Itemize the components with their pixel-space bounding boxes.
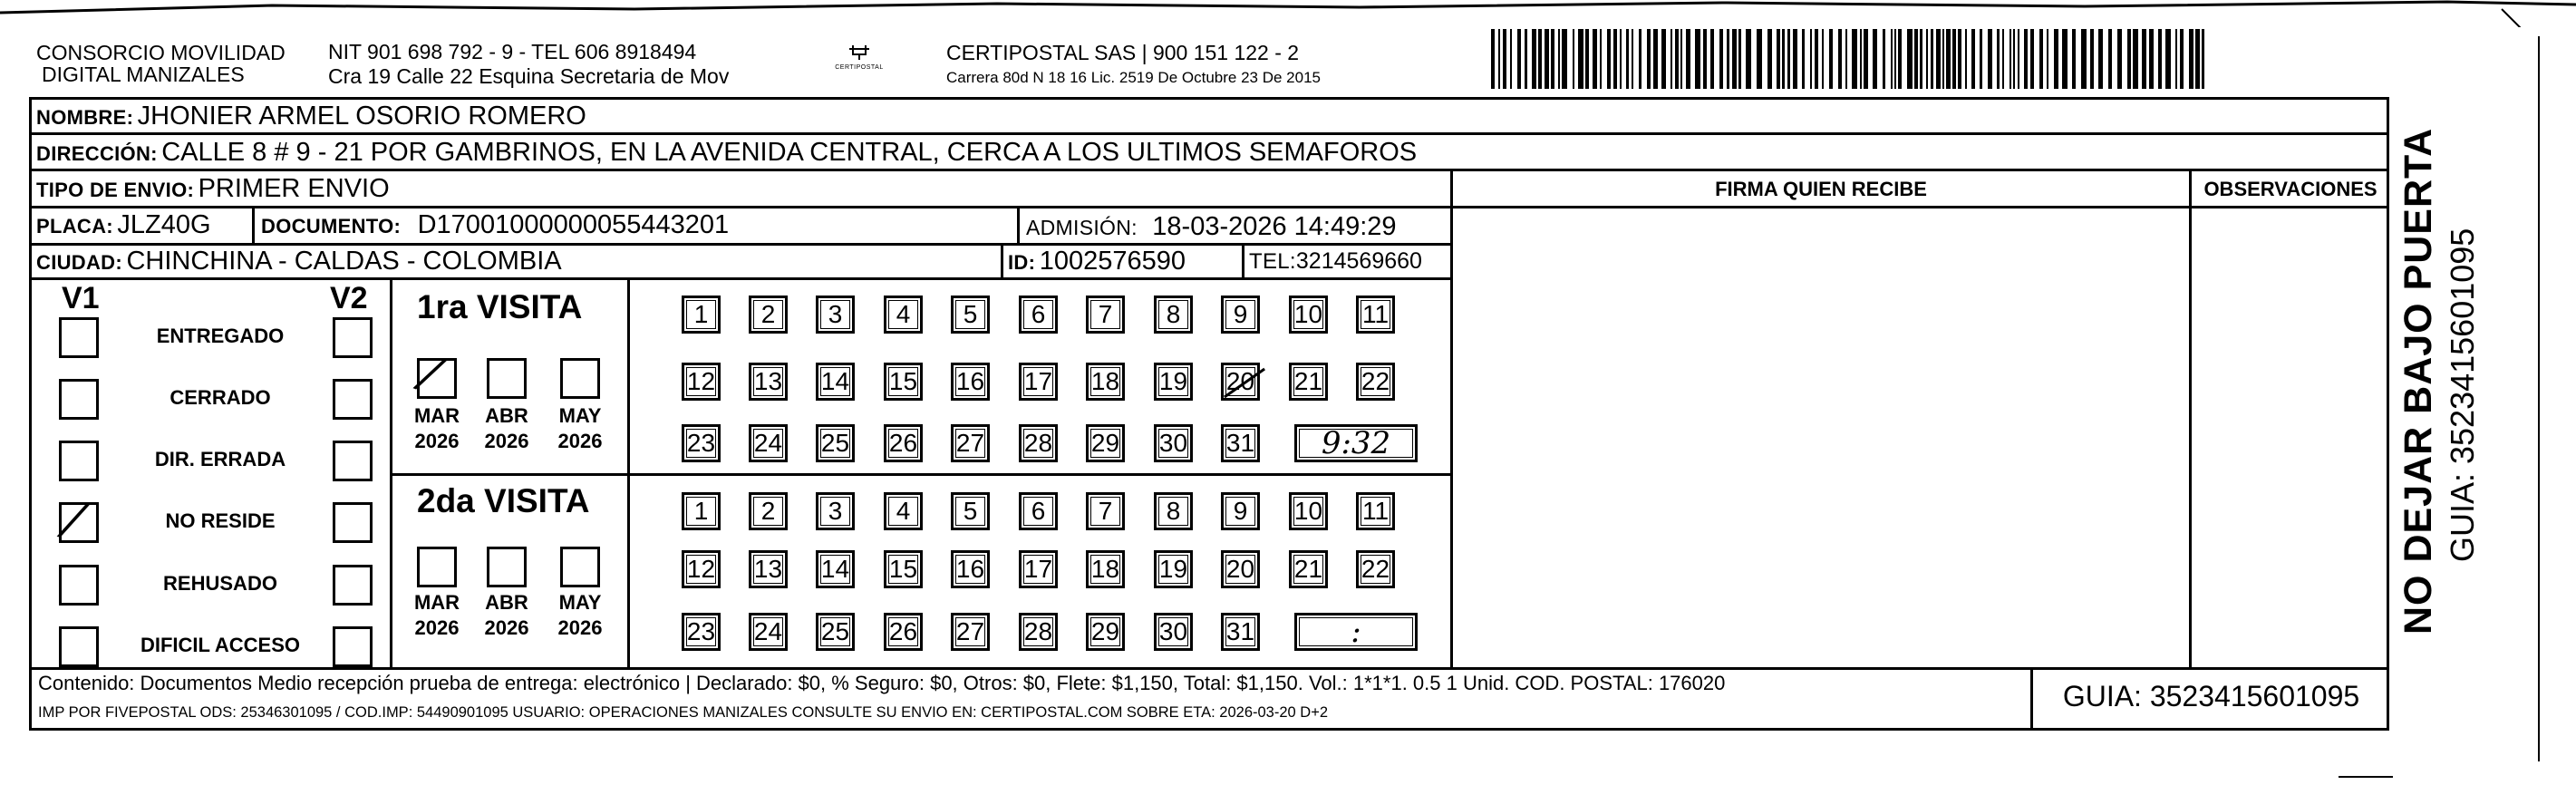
day-box[interactable]: 11 (1356, 296, 1395, 334)
barcode-bar (1626, 29, 1629, 89)
direccion-row (36, 138, 1417, 168)
barcode-bar (1777, 29, 1780, 89)
barcode-bar (1845, 29, 1847, 89)
barcode-bar (2180, 29, 2184, 89)
second-visit-title: 2da VISITA (417, 482, 590, 519)
barcode-bar (1680, 29, 1682, 89)
company-line-1: CONSORCIO MOVILIDAD (36, 41, 286, 64)
barcode-bar (1498, 29, 1500, 89)
barcode-bar (1815, 29, 1818, 89)
v2-checkbox[interactable] (333, 441, 373, 481)
barcode-bar (1710, 29, 1714, 89)
nombre-label: NOMBRE: (36, 106, 134, 129)
barcode-bar (1894, 29, 1896, 89)
barcode-bar (1573, 29, 1574, 89)
bottom-edge-line (2339, 776, 2393, 778)
v1-checkbox[interactable] (59, 317, 99, 358)
address-line: Cra 19 Calle 22 Esquina Secretaria de Mov (328, 64, 730, 88)
day-box[interactable]: 31 (1221, 424, 1260, 462)
day-box[interactable]: 25 (816, 613, 855, 651)
barcode-bar (1936, 29, 1941, 89)
id-cell (1008, 247, 1186, 276)
day-box[interactable]: 8 (1154, 492, 1193, 530)
documento-value: D17001000000055443201 (417, 210, 730, 239)
direccion-value: CALLE 8 # 9 - 21 POR GAMBRINOS, EN LA AVENIDA CENTRAL, CERCA A LOS ULTIMOS SEMAFOROS (161, 138, 1418, 167)
barcode-bar (2054, 29, 2058, 89)
barcode-bar (1746, 29, 1751, 89)
barcode-bar (1997, 29, 2000, 89)
year-label: 2026 (557, 430, 603, 452)
day-box[interactable]: 19 (1154, 363, 1193, 401)
day-box[interactable]: 25 (816, 424, 855, 462)
day-box[interactable]: 30 (1154, 613, 1193, 651)
barcode-bar (1883, 29, 1885, 89)
barcode-bar (1738, 29, 1741, 89)
id-divider (1001, 243, 1003, 277)
month-checkbox[interactable] (560, 547, 600, 587)
barcode-bar (2018, 29, 2019, 89)
status-label: CERRADO (169, 386, 271, 409)
v2-header: V2 (330, 281, 368, 315)
certipostal-info (946, 40, 1321, 91)
day-box[interactable]: 28 (1019, 424, 1058, 462)
month-divider (627, 277, 630, 667)
barcode-bar (2133, 29, 2138, 89)
v1-checkbox[interactable] (59, 441, 99, 481)
day-box[interactable]: 23 (682, 424, 721, 462)
footer-guia: GUIA: 3523415601095 (2062, 680, 2360, 712)
barcode-bar (1931, 29, 1933, 89)
certipostal-logo (832, 42, 886, 71)
documento-cell (261, 210, 729, 240)
status-label: DIFICIL ACCESO (140, 634, 300, 656)
year-label: 2026 (557, 616, 603, 639)
day-box[interactable]: 16 (951, 550, 990, 588)
barcode-bar (1822, 29, 1824, 89)
day-box[interactable]: 19 (1154, 550, 1193, 588)
ciudad-cell (36, 247, 562, 276)
barcode-bar (1946, 29, 1951, 89)
barcode-bar (1942, 29, 1944, 89)
barcode-bar (1782, 29, 1785, 89)
barcode-bar (1898, 29, 1902, 89)
day-box[interactable]: 24 (749, 424, 788, 462)
day-box[interactable]: 2 (749, 492, 788, 530)
barcode-bar (1562, 29, 1567, 89)
day-box[interactable]: 29 (1086, 424, 1125, 462)
day-box[interactable]: 17 (1019, 363, 1058, 401)
company-line-2: DIGITAL MANIZALES (42, 63, 245, 86)
barcode-bar (1607, 29, 1611, 89)
day-box[interactable]: 5 (951, 492, 990, 530)
day-box[interactable]: 6 (1019, 492, 1058, 530)
day-box[interactable]: 7 (1086, 492, 1125, 530)
barcode-bar (1538, 29, 1542, 89)
col-obs-left (2189, 169, 2192, 668)
placa-label: PLACA: (36, 215, 113, 237)
barcode-bar (1767, 29, 1772, 89)
barcode-bar (1926, 29, 1928, 89)
day-box[interactable]: 9 (1221, 492, 1260, 530)
day-strike-mark (1224, 368, 1265, 398)
tipo-row (36, 174, 390, 204)
day-box[interactable]: 3 (816, 492, 855, 530)
day-box[interactable]: 1 (682, 296, 721, 334)
barcode-bar (2202, 29, 2204, 89)
barcode-bar (1852, 29, 1857, 89)
barcode-bar (1551, 29, 1554, 89)
barcode-bar (1988, 29, 1992, 89)
barcode-bar (2189, 29, 2193, 89)
status-divider (390, 277, 392, 667)
tel-divider (1242, 243, 1244, 277)
day-box[interactable]: 20 (1221, 550, 1260, 588)
day-box[interactable]: 1 (682, 492, 721, 530)
barcode-bar (1787, 29, 1790, 89)
barcode-bar (2081, 29, 2087, 89)
certipostal-line-1: CERTIPOSTAL SAS | 900 151 122 - 2 (946, 41, 1300, 64)
day-box[interactable]: 5 (951, 296, 990, 334)
v2-checkbox[interactable] (333, 317, 373, 358)
tipo-label: TIPO DE ENVIO: (36, 179, 195, 201)
barcode-bar (1732, 29, 1737, 89)
barcode-bar (1965, 29, 1967, 89)
barcode-bar (2165, 29, 2171, 89)
day-box[interactable]: 15 (884, 363, 923, 401)
day-box[interactable]: 11 (1356, 492, 1395, 530)
v2-checkbox[interactable] (333, 565, 373, 606)
day-box[interactable]: 10 (1289, 296, 1328, 334)
barcode-bar (2002, 29, 2004, 89)
day-box[interactable]: 20 (1221, 363, 1260, 401)
row-line-1 (29, 132, 2389, 135)
day-box[interactable]: 16 (951, 363, 990, 401)
month-checkbox[interactable] (487, 358, 527, 399)
placa-divider (252, 206, 255, 243)
month-label: MAY (558, 404, 602, 427)
day-box[interactable]: 2 (749, 296, 788, 334)
day-box[interactable]: 13 (749, 550, 788, 588)
day-box[interactable]: 14 (816, 363, 855, 401)
barcode-bar (1545, 29, 1549, 89)
barcode-bar (1525, 29, 1527, 89)
logo-text: CERTIPOSTAL (835, 64, 884, 71)
barcode-bar (1613, 29, 1617, 89)
year-label: 2026 (414, 430, 460, 452)
barcode-bar (1891, 29, 1893, 89)
day-box[interactable]: 18 (1086, 363, 1125, 401)
ciudad-label: CIUDAD: (36, 251, 122, 274)
admision-label: ADMISIÓN: (1026, 216, 1138, 239)
barcode-bar (2039, 29, 2043, 89)
firma-header: FIRMA QUIEN RECIBE (1715, 178, 1927, 200)
barcode-bar (1558, 29, 1560, 89)
barcode-bar (1914, 29, 1918, 89)
day-box[interactable]: 21 (1289, 363, 1328, 401)
barcode-bar (1802, 29, 1805, 89)
day-box[interactable]: 26 (884, 424, 923, 462)
barcode-bar (1686, 29, 1690, 89)
certipostal-line-2: Carrera 80d N 18 16 Lic. 2519 De Octubre 23 De 2015 (946, 69, 1321, 86)
barcode-bar (1793, 29, 1797, 89)
barcode-bar (1695, 29, 1700, 89)
day-box[interactable]: 14 (816, 550, 855, 588)
barcode-bar (2175, 29, 2177, 89)
day-box[interactable]: 18 (1086, 550, 1125, 588)
barcode-bar (2047, 29, 2048, 89)
day-box[interactable]: 27 (951, 613, 990, 651)
day-box[interactable]: 26 (884, 613, 923, 651)
barcode-bar (1517, 29, 1521, 89)
barcode-bar (1675, 29, 1679, 89)
day-box[interactable]: 4 (884, 296, 923, 334)
barcode-bar (1661, 29, 1666, 89)
row-line-4 (29, 243, 1452, 246)
barcode-bar (2098, 29, 2103, 89)
month-checkbox[interactable] (417, 547, 457, 587)
barcode-bar (1958, 29, 1961, 89)
day-box[interactable]: 10 (1289, 492, 1328, 530)
barcode-bar (2062, 29, 2068, 89)
barcode-bar (1671, 29, 1672, 89)
company-name (36, 42, 286, 85)
placa-cell (36, 210, 211, 240)
company-info (328, 40, 729, 89)
barcode-bar (1838, 29, 1842, 89)
day-box[interactable]: 28 (1019, 613, 1058, 651)
v2-checkbox[interactable] (333, 379, 373, 420)
status-label: ENTREGADO (156, 325, 285, 347)
admision-divider (1017, 206, 1020, 243)
barcode-bar (1920, 29, 1922, 89)
time-box[interactable]: 9:32 (1294, 424, 1418, 462)
barcode-bar (1491, 29, 1495, 89)
barcode-bar (2009, 29, 2011, 89)
side-warning: NO DEJAR BAJO PUERTA (2397, 127, 2440, 635)
id-value: 1002576590 (1039, 247, 1186, 276)
day-box[interactable]: 22 (1356, 550, 1395, 588)
barcode-bar (2127, 29, 2131, 89)
tipo-value: PRIMER ENVIO (198, 174, 390, 203)
v1-checkbox[interactable] (59, 626, 99, 667)
time-box[interactable]: : (1294, 613, 1418, 651)
status-label: DIR. ERRADA (154, 448, 286, 470)
barcode-bar (1860, 29, 1862, 89)
barcode-bar (1620, 29, 1622, 89)
barcode-bar (2117, 29, 2122, 89)
placa-value: JLZ40G (117, 210, 211, 239)
day-box[interactable]: 7 (1086, 296, 1125, 334)
day-box[interactable]: 17 (1019, 550, 1058, 588)
day-box[interactable]: 29 (1086, 613, 1125, 651)
row-line-5 (29, 277, 1452, 280)
barcode-bar (1727, 29, 1729, 89)
day-box[interactable]: 30 (1154, 424, 1193, 462)
id-label: ID: (1008, 251, 1036, 274)
ciudad-value: CHINCHINA - CALDAS - COLOMBIA (126, 247, 562, 276)
v2-checkbox[interactable] (333, 626, 373, 667)
admision-cell (1026, 212, 1397, 242)
tel-label: TEL: (1249, 249, 1296, 274)
day-box[interactable]: 21 (1289, 550, 1328, 588)
barcode-bar (2013, 29, 2015, 89)
barcode-bar (1532, 29, 1536, 89)
barcode-bar (1585, 29, 1589, 89)
barcode-bar (2072, 29, 2076, 89)
month-checkbox[interactable] (487, 547, 527, 587)
barcode-bar (2108, 29, 2112, 89)
status-label: NO RESIDE (165, 509, 276, 532)
v1-checkbox[interactable] (59, 565, 99, 606)
month-label: ABR (485, 404, 528, 427)
nombre-row (36, 102, 586, 131)
first-visit-title: 1ra VISITA (417, 288, 583, 325)
barcode-bar (1757, 29, 1762, 89)
month-check-mark: / (413, 345, 447, 402)
visit-divider (390, 473, 1452, 476)
day-box[interactable]: 3 (816, 296, 855, 334)
day-box[interactable]: 27 (951, 424, 990, 462)
barcode-bar (1639, 29, 1641, 89)
day-box[interactable]: 12 (682, 363, 721, 401)
barcode-bar (2030, 29, 2034, 89)
tel-cell (1249, 248, 1422, 275)
barcode-bar (1632, 29, 1633, 89)
logo-icon (846, 42, 873, 62)
footer-line-1: Contenido: Documentos Medio recepción prueba de entrega: electrónico | Declarado: $0, % Seguro: $0, Otros: $0, Flete: $1,150, Total: $1,150. Vol.: 1*1*1. 0.5 1 Unid. COD. POSTAL: 176020 (38, 672, 1726, 694)
day-box[interactable]: 8 (1154, 296, 1193, 334)
barcode-bar (1873, 29, 1877, 89)
day-box[interactable]: 12 (682, 550, 721, 588)
day-box[interactable]: 6 (1019, 296, 1058, 334)
barcode-bar (2149, 29, 2154, 89)
day-box[interactable]: 9 (1221, 296, 1260, 334)
barcode-bar (2158, 29, 2162, 89)
month-label: MAY (558, 591, 602, 614)
barcode-bar (2195, 29, 2200, 89)
month-checkbox[interactable] (560, 358, 600, 399)
barcode-bar (1980, 29, 1982, 89)
barcode-bar (1600, 29, 1602, 89)
barcode-bar (2090, 29, 2094, 89)
nit-line: NIT 901 698 792 - 9 - TEL 606 8918494 (328, 40, 697, 63)
torn-top-edge (0, 0, 2576, 27)
v1-checkbox[interactable] (59, 379, 99, 420)
year-label: 2026 (484, 430, 529, 452)
day-box[interactable]: 24 (749, 613, 788, 651)
barcode-bar (1647, 29, 1651, 89)
barcode-bar (1907, 29, 1913, 89)
barcode-bar (2142, 29, 2146, 89)
barcode-bar (1971, 29, 1975, 89)
month-label: MAR (413, 591, 460, 614)
footer-line-2: IMP POR FIVEPOSTAL ODS: 25346301095 / COD.IMP: 54490901095 USUARIO: OPERACIONES MANIZALES CONSULTE SU ENVIO EN: CERTIPOSTAL.COM SOBRE ETA: 2026-03-20 D+2 (38, 704, 1329, 721)
day-box[interactable]: 13 (749, 363, 788, 401)
row-line-3 (29, 206, 2389, 208)
barcode-bar (1829, 29, 1833, 89)
documento-label: DOCUMENTO: (261, 215, 402, 237)
day-box[interactable]: 22 (1356, 363, 1395, 401)
v1-header: V1 (62, 281, 100, 315)
barcode-bar (1578, 29, 1583, 89)
month-label: MAR (413, 404, 460, 427)
barcode-bar (1653, 29, 1658, 89)
year-label: 2026 (484, 616, 529, 639)
v2-checkbox[interactable] (333, 502, 373, 543)
row-line-2 (29, 169, 2389, 171)
tel-value: 3214569660 (1295, 248, 1422, 274)
nombre-value: JHONIER ARMEL OSORIO ROMERO (137, 102, 586, 131)
observaciones-header: OBSERVACIONES (2203, 178, 2377, 200)
v1-check-mark: / (58, 491, 88, 549)
barcode-bar (1952, 29, 1956, 89)
side-guia: GUIA: 3523415601095 (2444, 228, 2481, 562)
barcode-bar (1503, 29, 1506, 89)
barcode-bar (2024, 29, 2028, 89)
day-box[interactable]: 31 (1221, 613, 1260, 651)
day-box[interactable]: 15 (884, 550, 923, 588)
status-label: REHUSADO (163, 572, 277, 595)
barcode-bar (1593, 29, 1597, 89)
admision-value: 18-03-2026 14:49:29 (1152, 212, 1397, 241)
barcode-bar (1703, 29, 1707, 89)
year-label: 2026 (414, 616, 460, 639)
day-box[interactable]: 23 (682, 613, 721, 651)
barcode-bar (1864, 29, 1868, 89)
right-edge-line (2538, 36, 2540, 761)
month-label: ABR (485, 591, 528, 614)
barcode-bar (1810, 29, 1812, 89)
direccion-label: DIRECCIÓN: (36, 142, 158, 165)
col-firma-left (1450, 169, 1453, 668)
barcode-bar (1510, 29, 1512, 89)
day-box[interactable]: 4 (884, 492, 923, 530)
barcode-bar (1719, 29, 1723, 89)
footer-line (29, 667, 2389, 670)
barcode (1491, 29, 2212, 91)
